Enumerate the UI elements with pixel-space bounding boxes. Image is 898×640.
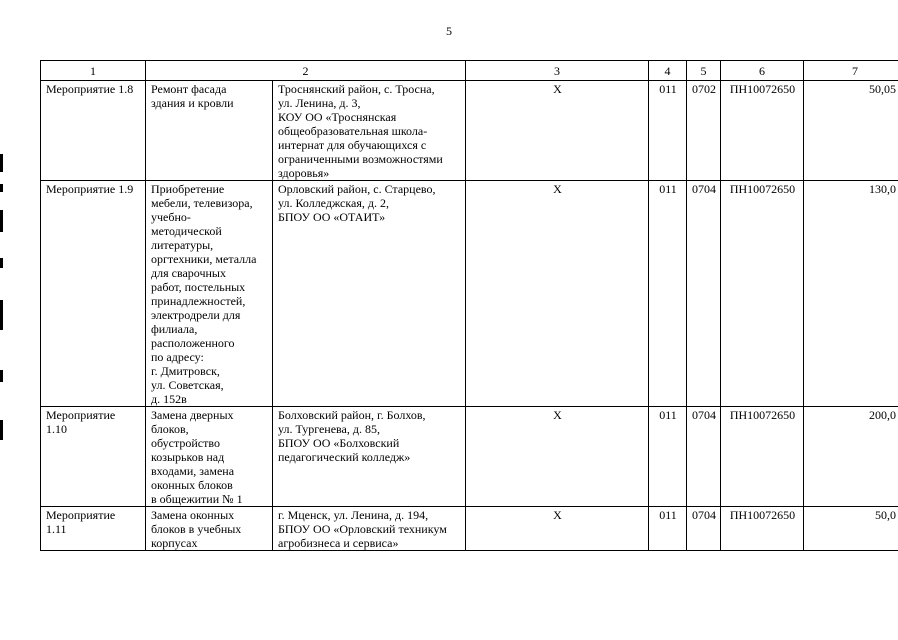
col3-cell: Х <box>466 181 649 407</box>
address-cell: Троснянский район, с. Тросна, ул. Ленина, д. 3, КОУ ОО «Троснянская общеобразовательная школа- интернат для обучающихся с ограниченными возможностями здоровья» <box>273 81 466 181</box>
col3-cell: Х <box>466 407 649 507</box>
table-row <box>41 507 898 551</box>
address-cell: Орловский район, с. Старцево, ул. Колледжская, д. 2, БПОУ ОО «ОТАИТ» <box>273 181 466 407</box>
col6-cell: ПН10072650 <box>721 81 804 181</box>
header-col-6: 6 <box>721 61 804 81</box>
header-col-7: 7 <box>804 61 898 81</box>
binding-margin-marks <box>0 140 4 480</box>
col7-cell: 130,0 <box>804 181 898 407</box>
table-header-row <box>41 61 898 81</box>
event-cell: Мероприятие 1.8 <box>41 81 146 181</box>
col3-cell: Х <box>466 507 649 551</box>
col5-cell: 0704 <box>687 507 721 551</box>
header-col-1: 1 <box>41 61 146 81</box>
col5-cell: 0702 <box>687 81 721 181</box>
address-cell: г. Мценск, ул. Ленина, д. 194, БПОУ ОО «Орловский техникум агробизнеса и сервиса» <box>273 507 466 551</box>
description-cell: Приобретение мебели, телевизора, учебно- методической литературы, оргтехники, металла для сварочных работ, постельных принадлежностей, электродрели для филиала, расположенного по адресу: г. Дмитровск, ул. Советская, д. 152в <box>146 181 273 407</box>
event-cell: Мероприятие 1.11 <box>41 507 146 551</box>
table-row <box>41 407 898 507</box>
col6-cell: ПН10072650 <box>721 181 804 407</box>
header-col-4: 4 <box>649 61 687 81</box>
col5-cell: 0704 <box>687 407 721 507</box>
col4-cell: 011 <box>649 507 687 551</box>
description-cell: Замена оконных блоков в учебных корпусах <box>146 507 273 551</box>
header-col-3: 3 <box>466 61 649 81</box>
col3-cell: Х <box>466 81 649 181</box>
event-cell: Мероприятие 1.10 <box>41 407 146 507</box>
budget-table <box>40 60 898 551</box>
col6-cell: ПН10072650 <box>721 407 804 507</box>
header-col-2: 2 <box>146 61 466 81</box>
description-cell: Ремонт фасада здания и кровли <box>146 81 273 181</box>
col4-cell: 011 <box>649 81 687 181</box>
address-cell: Болховский район, г. Болхов, ул. Тургенева, д. 85, БПОУ ОО «Болховский педагогический колледж» <box>273 407 466 507</box>
col5-cell: 0704 <box>687 181 721 407</box>
event-cell: Мероприятие 1.9 <box>41 181 146 407</box>
col7-cell: 50,05 <box>804 81 898 181</box>
col4-cell: 011 <box>649 407 687 507</box>
col7-cell: 200,0 <box>804 407 898 507</box>
description-cell: Замена дверных блоков, обустройство козырьков над входами, замена оконных блоков в общежитии № 1 <box>146 407 273 507</box>
page-number: 5 <box>446 24 452 38</box>
col6-cell: ПН10072650 <box>721 507 804 551</box>
table-row <box>41 181 898 407</box>
col7-cell: 50,0 <box>804 507 898 551</box>
header-col-5: 5 <box>687 61 721 81</box>
table-row <box>41 81 898 181</box>
col4-cell: 011 <box>649 181 687 407</box>
